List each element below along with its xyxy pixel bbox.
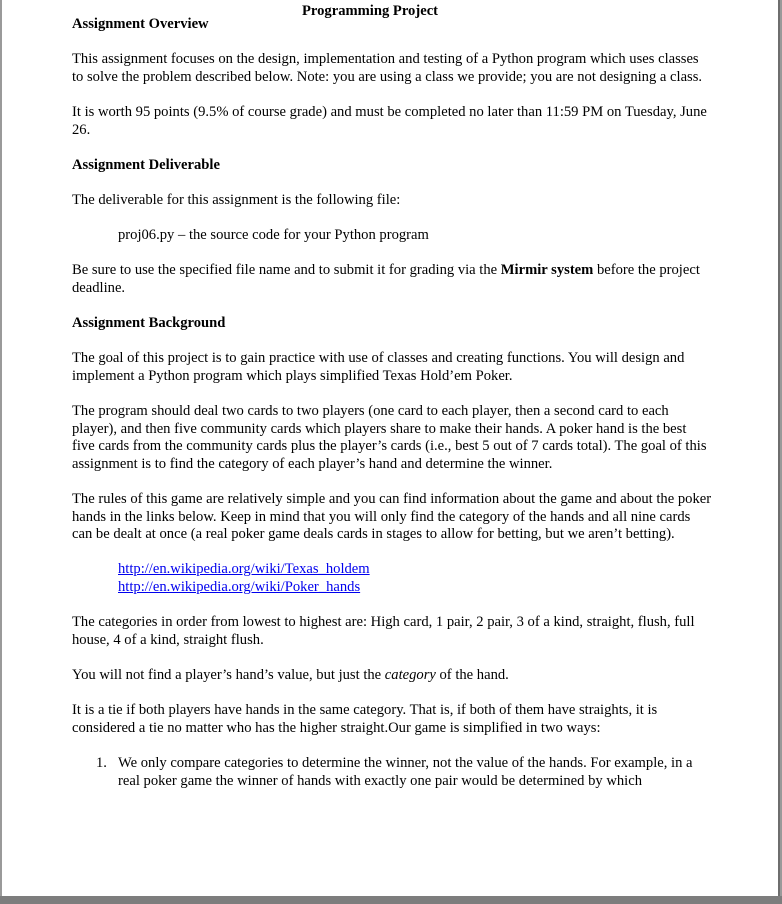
deliverable-paragraph-1: The deliverable for this assignment is the following file: xyxy=(72,191,401,208)
list-number: 1. xyxy=(96,754,107,771)
heading-overview: Assignment Overview xyxy=(72,16,209,32)
deliverable-p2-start: Be sure to use the specified file name and to submit it for grading via the xyxy=(72,262,501,279)
background-paragraph-6: It is a tie if both players have hands in the same category. That is, if both of them have straights, it is considered a tie no matter who has the higher straight.Our game is simplified in two ways: xyxy=(72,702,658,736)
document-content xyxy=(72,3,712,790)
category-italic: category xyxy=(384,666,436,683)
cut-off-title: Programming Project xyxy=(302,3,439,19)
heading-background: Assignment Background xyxy=(72,315,226,332)
background-paragraph-5 xyxy=(72,667,712,685)
deliverable-paragraph-2 xyxy=(72,262,712,297)
background-paragraph-2: The program should deal two cards to two players (one card to each player, then a second card to each player), and then five community cards which players share to make their hands. A poker hand is the best five cards from the community cards plus the player’s cards (i.e., best 5 out of 7 cards total). The goal of this assignment is to find the category of each player’s hand and determine the winner. xyxy=(72,403,707,472)
link-texas-holdem[interactable]: http://en.wikipedia.org/wiki/Texas_holdem xyxy=(118,561,370,578)
overview-paragraph-2: It is worth 95 points (9.5% of course grade) and must be completed no later than 11:59 PM on Tuesday, June 26. xyxy=(72,103,707,138)
mirmir-system-text: Mirmir system xyxy=(500,262,594,279)
list-item xyxy=(72,755,712,790)
list-item-text: We only compare categories to determine the winner, not the value of the hands. For example, in a real poker game the winner of hands with exactly one pair would be determined by which xyxy=(118,754,693,789)
p5-start: You will not find a player’s hand’s value, but just the xyxy=(72,666,385,683)
background-paragraph-4: The categories in order from lowest to highest are: High card, 1 pair, 2 pair, 3 of a kind, straight, flush, full house, 4 of a kind, straight flush. xyxy=(72,614,695,648)
overview-paragraph-1: This assignment focuses on the design, implementation and testing of a Python program which uses classes to solve the problem described below. Note: you are using a class we provide; you are not designing a class. xyxy=(72,51,703,85)
background-paragraph-1: The goal of this project is to gain practice with use of classes and creating functions. You will design and implement a Python program which plays simplified Texas Hold’em Poker. xyxy=(72,350,685,384)
heading-deliverable: Assignment Deliverable xyxy=(72,156,220,173)
link-poker-hands[interactable]: http://en.wikipedia.org/wiki/Poker_hands xyxy=(118,579,361,595)
background-paragraph-3: The rules of this game are relatively simple and you can find information about the game and about the poker hands in the links below. Keep in mind that you will only find the category of the hands and all nine cards can be dealt at once (a real poker game deals cards in stages to allow for betting, but we aren’t betting). xyxy=(72,491,712,543)
p5-end: of the hand. xyxy=(435,666,509,683)
deliverable-p2-end: before the project deadline. xyxy=(72,262,700,296)
viewer-bottom-edge xyxy=(0,896,782,904)
document-page xyxy=(2,0,780,896)
deliverable-file-line: proj06.py – the source code for your Python program xyxy=(118,227,429,244)
link-list xyxy=(72,561,712,596)
